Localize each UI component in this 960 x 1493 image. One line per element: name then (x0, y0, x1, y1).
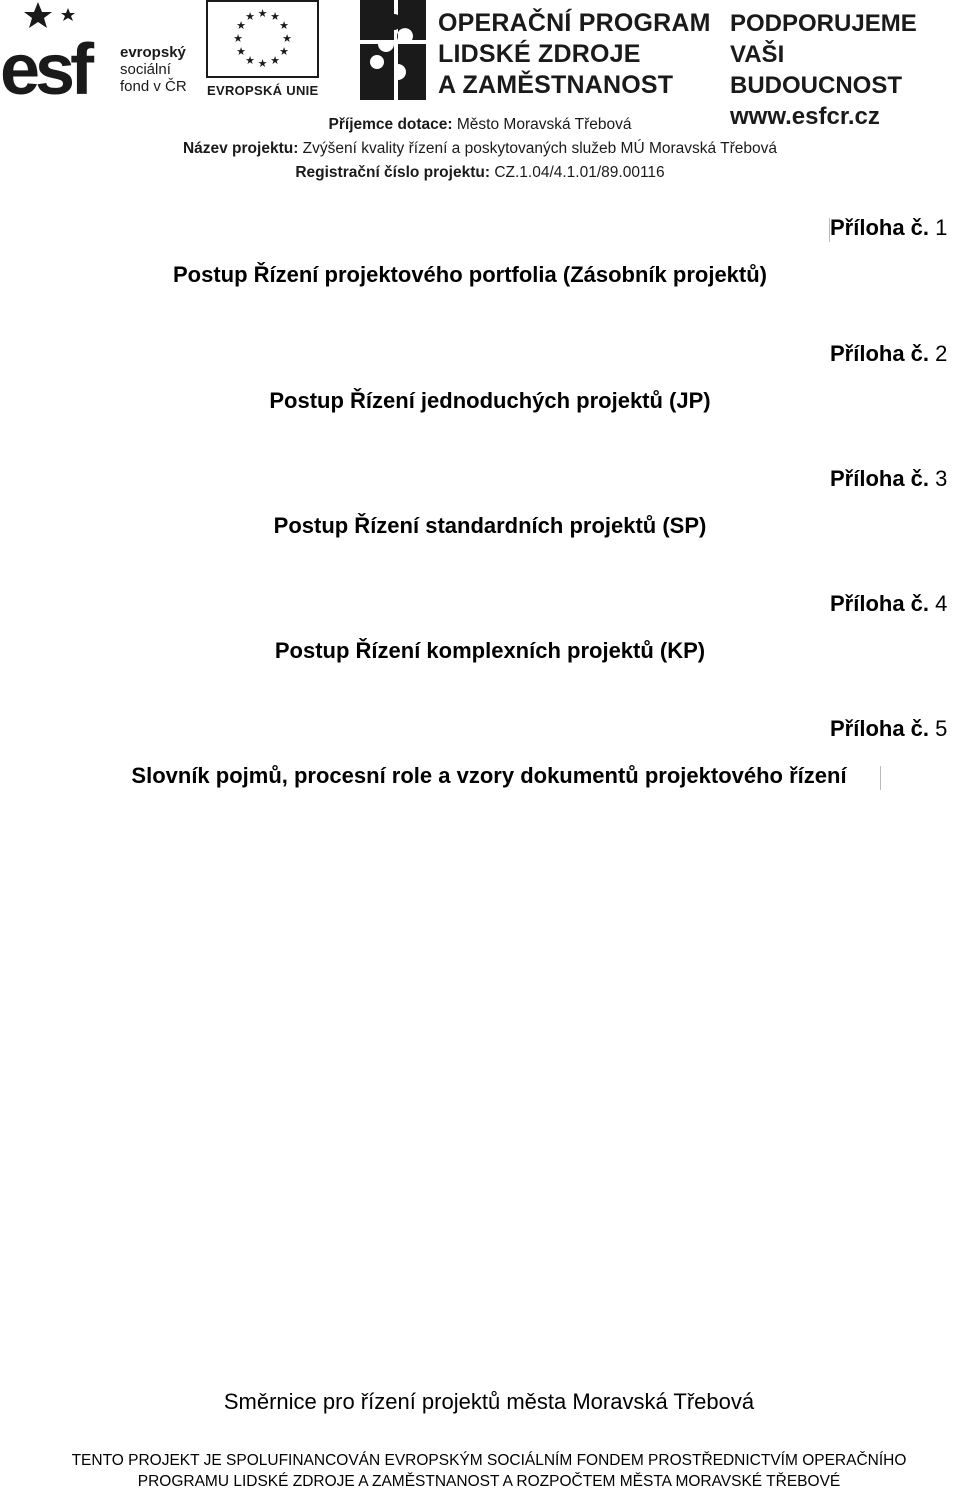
attachment-5-title: Slovník pojmů, procesní role a vzory dokumentů projektového řízení (131, 763, 847, 788)
svg-text:★: ★ (236, 19, 246, 32)
attachment-1-label: Příloha č. 1 (830, 215, 948, 240)
esf-logo-icon (0, 0, 118, 100)
text-cursor-mark-end (880, 766, 881, 790)
footer-cofinancing-line1: TENTO PROJEKT JE SPOLUFINANCOVÁN EVROPSKÝM SOCIÁLNÍM FONDEM PROSTŘEDNICTVÍM OPERAČNÍHO (71, 1452, 907, 1469)
project-name-label: Název projektu: (182, 140, 299, 157)
footer-cofinancing-line2: PROGRAMU LIDSKÉ ZDROJE A ZAMĚSTNANOST A ROZPOČTEM MĚSTA MORAVSKÉ TŘEBOVÉ (137, 1473, 841, 1490)
svg-text:★: ★ (245, 54, 255, 67)
svg-text:★: ★ (257, 7, 268, 20)
support-line2: VAŠI BUDOUCNOST (730, 41, 902, 99)
esf-logo-text: esf (0, 30, 90, 100)
attachment-1-title: Postup Řízení projektového portfolia (Zásobník projektů) (172, 262, 768, 287)
project-name-value: Zvýšení kvality řízení a poskytovaných služeb MÚ Moravská Třebová (302, 140, 778, 157)
svg-text:★: ★ (233, 32, 243, 45)
eu-flag-icon (206, 0, 319, 78)
svg-text:★: ★ (279, 19, 289, 32)
registration-label: Registrační číslo projektu: (295, 164, 490, 181)
recipient-line (0, 116, 960, 134)
op-puzzle-logo-icon (358, 0, 428, 100)
attachment-3-title: Postup Řízení standardních projektů (SP) (273, 513, 707, 538)
op-label (438, 8, 711, 101)
op-line3: A ZAMĚSTNANOST (438, 71, 674, 99)
esf-line1: evropský (120, 44, 186, 61)
svg-text:★: ★ (279, 45, 289, 58)
support-line1: PODPORUJEME (730, 10, 917, 37)
op-line2: LIDSKÉ ZDROJE (438, 40, 641, 68)
registration-line (0, 164, 960, 182)
support-label (730, 8, 960, 132)
esf-line3: fond v ČR (120, 78, 187, 95)
op-line1: OPERAČNÍ PROGRAM (438, 9, 711, 37)
recipient-label: Příjemce dotace: (328, 116, 453, 133)
svg-text:★: ★ (257, 57, 268, 70)
svg-text:★: ★ (282, 32, 292, 45)
project-name-line (0, 140, 960, 158)
registration-value: CZ.1.04/4.1.01/89.00116 (494, 164, 665, 181)
svg-text:★: ★ (270, 54, 280, 67)
attachment-4-title: Postup Řízení komplexních projektů (KP) (274, 638, 706, 663)
eu-label: EVROPSKÁ UNIE (207, 83, 319, 98)
document-footer-title: Směrnice pro řízení projektů města Moravská Třebová (223, 1389, 755, 1414)
attachment-2-title: Postup Řízení jednoduchých projektů (JP) (269, 388, 711, 413)
svg-text:★: ★ (245, 10, 255, 23)
esf-line2: sociální (120, 61, 171, 78)
esf-label (120, 44, 187, 95)
support-website: www.esfcr.cz (730, 103, 880, 130)
recipient-value: Město Moravská Třebová (456, 116, 632, 133)
attachment-5-label: Příloha č. 5 (830, 716, 948, 741)
attachment-2-label: Příloha č. 2 (830, 341, 948, 366)
attachment-4-label: Příloha č. 4 (830, 591, 948, 616)
attachment-3-label: Příloha č. 3 (830, 466, 948, 491)
svg-text:★: ★ (236, 45, 246, 58)
svg-text:★: ★ (270, 10, 280, 23)
